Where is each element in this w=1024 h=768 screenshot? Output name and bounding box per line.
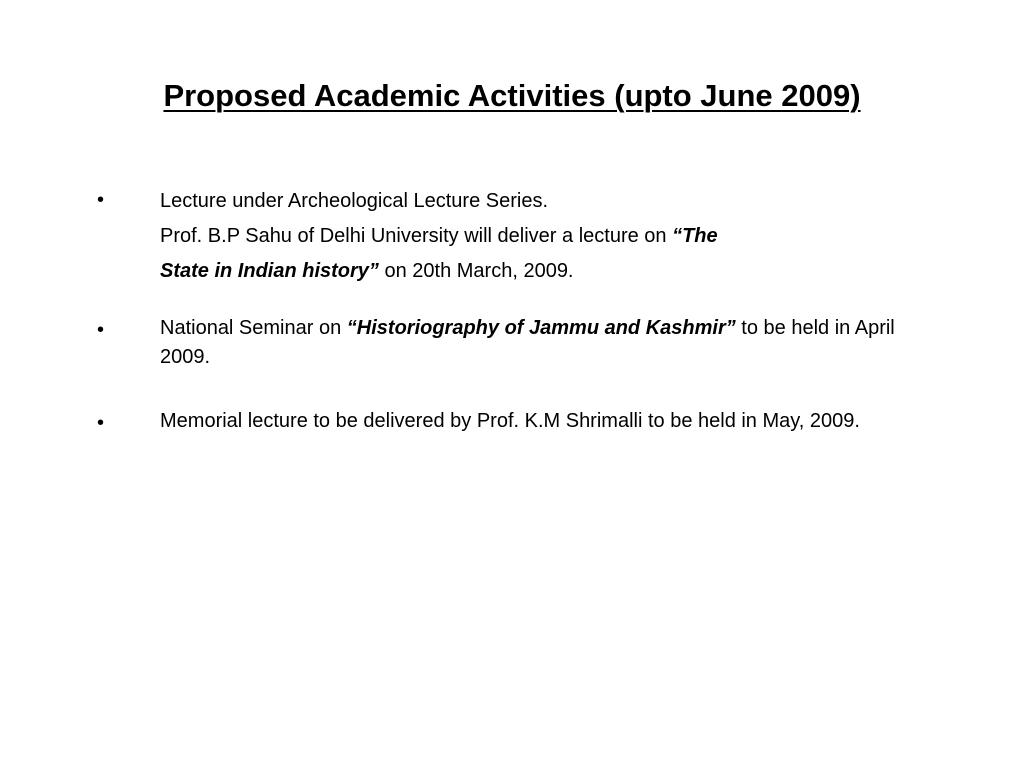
bullet-text (160, 314, 928, 372)
text-run: Lecture under Archeological Lecture Series. (160, 190, 549, 212)
bullet-text (160, 407, 928, 436)
text-run: Memorial lecture to be delivered by Prof. K.M Shrimalli to be held in May, 2009. (160, 410, 860, 432)
emphasis-text: “Historiography of Jammu and Kashmir” (346, 317, 736, 339)
emphasis-text: “The (672, 225, 718, 247)
text-run: on 20th March, 2009. (378, 260, 574, 282)
emphasis-text: State in Indian history” (160, 260, 379, 282)
slide-title: Proposed Academic Activities (upto June 2009) (163, 78, 861, 113)
bullet-line (160, 314, 928, 372)
bullet-line (160, 219, 928, 254)
bullet-marker: • (97, 189, 105, 211)
bullet-line (160, 184, 928, 219)
bullet-marker: • (97, 319, 105, 341)
text-run: to be held in April 2009. (160, 317, 895, 368)
bullet-line (160, 254, 928, 289)
bullet-marker: • (97, 412, 105, 434)
text-run: Prof. B.P Sahu of Delhi University will deliver a lecture on (160, 225, 673, 247)
bullet-line (160, 407, 928, 436)
bullet-text (160, 184, 928, 289)
text-run: National Seminar on (160, 317, 347, 339)
